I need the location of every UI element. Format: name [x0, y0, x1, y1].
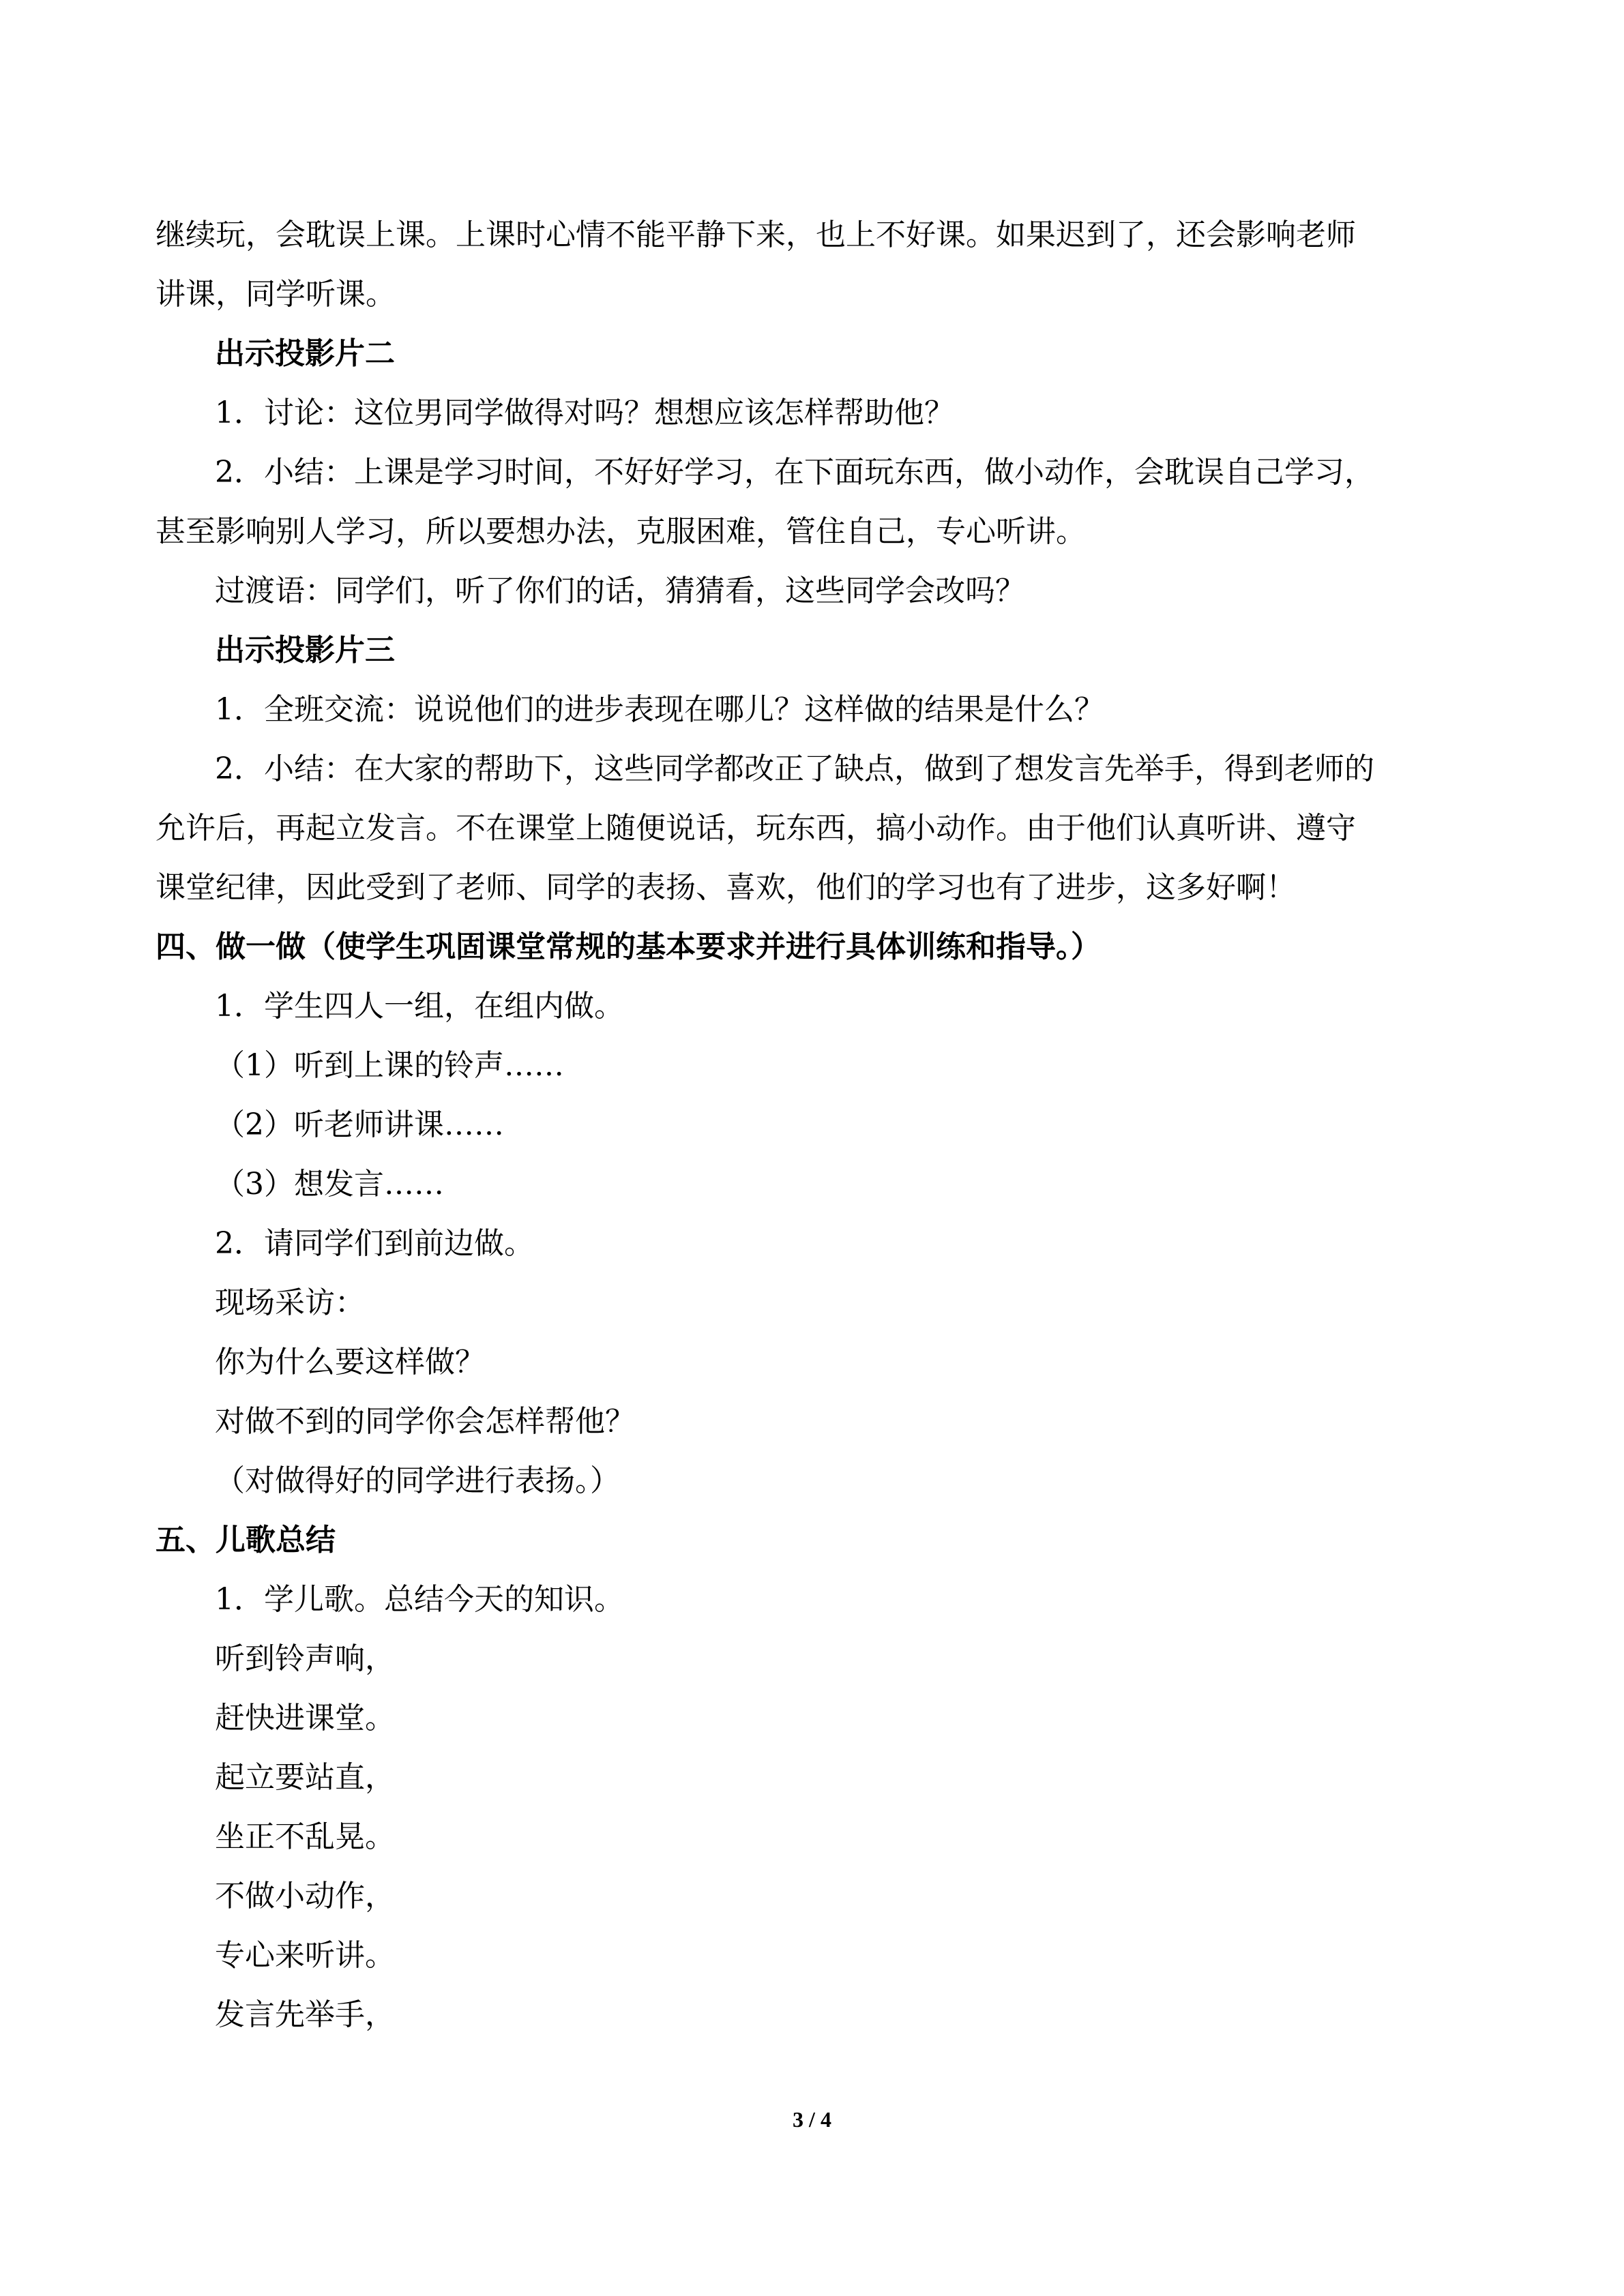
section-subheading: 出示投影片二	[215, 336, 395, 371]
paragraph-line: 现场采访：	[215, 1285, 365, 1320]
paragraph-line: 甚至影响别人学习，所以要想办法，克服困难，管住自己，专心听讲。	[156, 514, 1086, 549]
paragraph-line: 1．讨论：这位男同学做得对吗？想想应该怎样帮助他？	[215, 396, 954, 430]
verse-line: 赶快进课堂。	[215, 1701, 395, 1735]
paragraph-line: 1．学生四人一组，在组内做。	[215, 989, 624, 1024]
list-item: （1）听到上课的铃声……	[215, 1048, 564, 1083]
verse-line: 起立要站直，	[215, 1760, 395, 1795]
verse-line: 听到铃声响，	[215, 1641, 395, 1676]
paragraph-line: 你为什么要这样做？	[215, 1345, 485, 1380]
paragraph-line: 2．小结：上课是学习时间，不好好学习，在下面玩东西，做小动作，会耽误自己学习，	[215, 455, 1374, 490]
page-number: 3 / 4	[793, 2107, 831, 2132]
list-item: （3）想发言……	[215, 1167, 444, 1202]
list-item: （2）听老师讲课……	[215, 1107, 504, 1142]
paragraph-line: 1．学儿歌。总结今天的知识。	[215, 1582, 624, 1617]
paragraph-line: 对做不到的同学你会怎样帮他？	[215, 1404, 635, 1439]
paragraph-line: 允许后，再起立发言。不在课堂上随便说话，玩东西，搞小动作。由于他们认真听讲、遵守	[156, 811, 1356, 846]
paragraph-line: 1．全班交流：说说他们的进步表现在哪儿？这样做的结果是什么？	[215, 692, 1104, 727]
paragraph-line: 课堂纪律，因此受到了老师、同学的表扬、喜欢，他们的学习也有了进步，这多好啊！	[156, 870, 1296, 905]
section-subheading: 出示投影片三	[215, 633, 395, 668]
paragraph-line: 2．请同学们到前边做。	[215, 1226, 534, 1261]
verse-line: 不做小动作，	[215, 1879, 395, 1913]
section-heading: 四、做一做（使学生巩固课堂常规的基本要求并进行具体训练和指导。）	[156, 929, 1101, 964]
verse-line: 专心来听讲。	[215, 1938, 395, 1973]
section-heading: 五、儿歌总结	[156, 1523, 336, 1557]
verse-line: 坐正不乱晃。	[215, 1819, 395, 1854]
paragraph-line: 继续玩，会耽误上课。上课时心情不能平静下来，也上不好课。如果迟到了，还会影响老师	[156, 218, 1356, 252]
paragraph-line: 2．小结：在大家的帮助下，这些同学都改正了缺点，做到了想发言先举手，得到老师的	[215, 751, 1374, 786]
paragraph-line: 过渡语：同学们，听了你们的话，猜猜看，这些同学会改吗？	[215, 573, 1025, 608]
paragraph-line: 讲课，同学听课。	[156, 277, 396, 312]
verse-line: 发言先举手，	[215, 1997, 395, 2032]
paragraph-line: （对做得好的同学进行表扬。）	[215, 1463, 620, 1498]
